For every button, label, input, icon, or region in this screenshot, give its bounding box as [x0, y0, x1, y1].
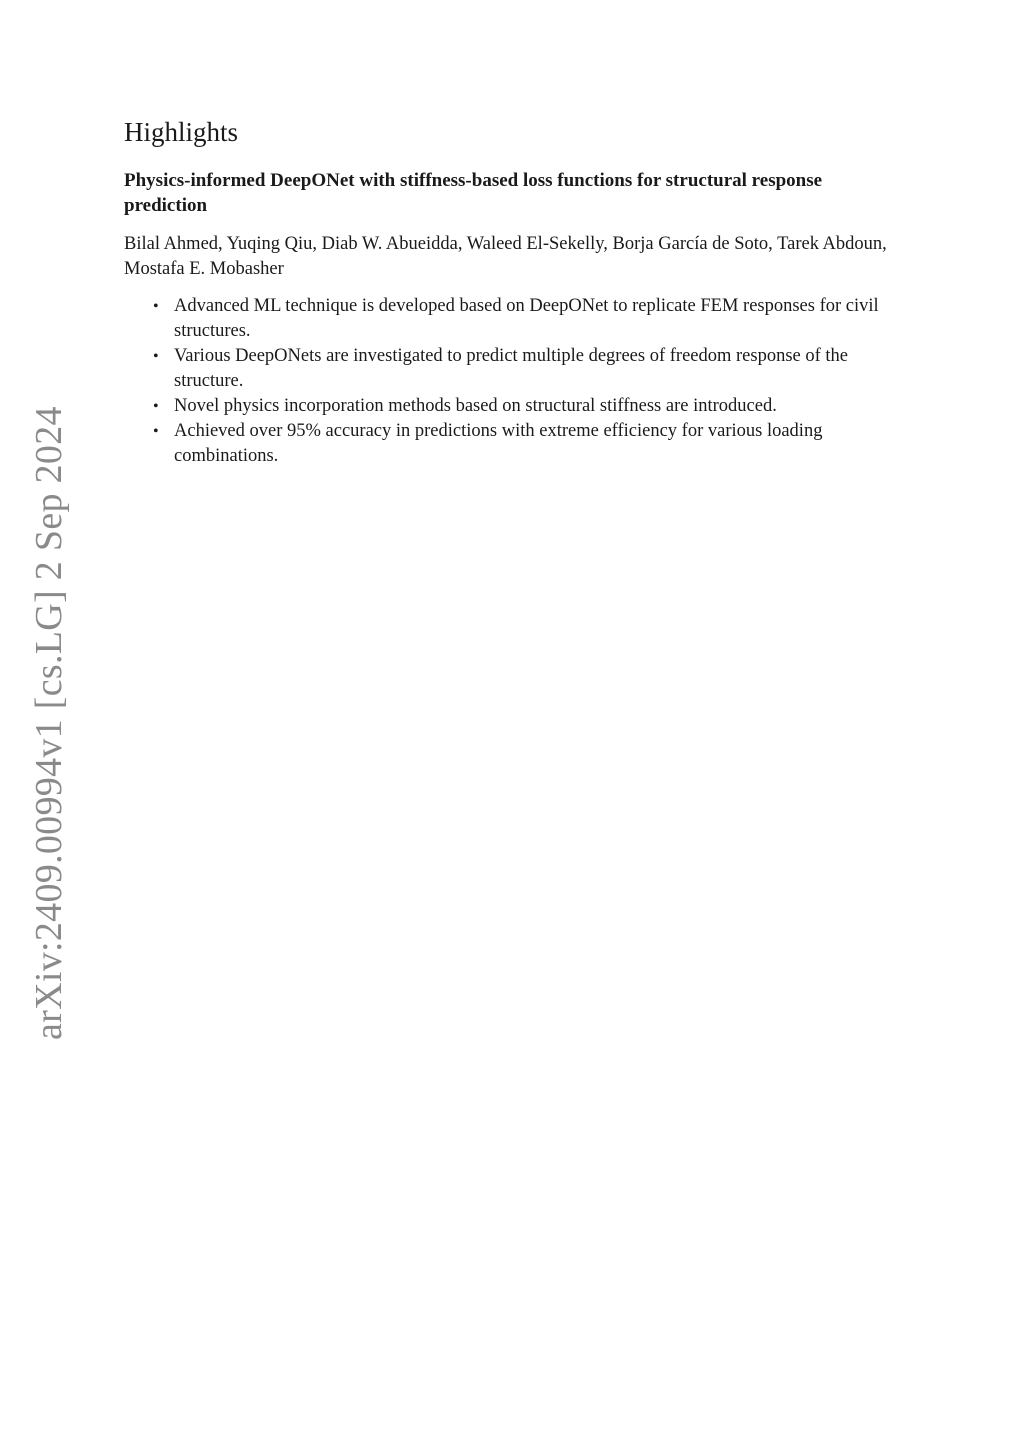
highlight-item	[124, 294, 904, 344]
highlight-item	[124, 394, 904, 419]
highlight-text: Advanced ML technique is developed based on DeepONet to replicate FEM responses for civil structures.	[174, 296, 879, 342]
section-heading: Highlights	[124, 117, 239, 147]
bullet-icon: •	[153, 398, 159, 416]
bullet-icon: •	[153, 348, 159, 366]
paper-title: Physics-informed DeepONet with stiffness-based loss functions for structural response prediction	[124, 170, 823, 217]
author-list: Bilal Ahmed, Yuqing Qiu, Diab W. Abueidda, Waleed El-Sekelly, Borja García de Soto, Tarek Abdoun, Mostafa E. Mobasher	[124, 234, 887, 280]
highlight-item	[124, 344, 904, 394]
highlights-list	[124, 294, 904, 469]
highlight-text: Novel physics incorporation methods based on structural stiffness are introduced.	[174, 396, 777, 417]
highlight-text: Achieved over 95% accuracy in predictions with extreme efficiency for various loading combinations.	[174, 421, 823, 467]
bullet-icon: •	[153, 423, 159, 441]
highlights-section	[124, 116, 904, 469]
bullet-icon: •	[153, 298, 159, 316]
highlight-item	[124, 419, 904, 469]
highlight-text: Various DeepONets are investigated to predict multiple degrees of freedom response of the structure.	[174, 346, 848, 392]
arxiv-identifier: arXiv:2409.00994v1 [cs.LG] 2 Sep 2024	[28, 406, 70, 1040]
